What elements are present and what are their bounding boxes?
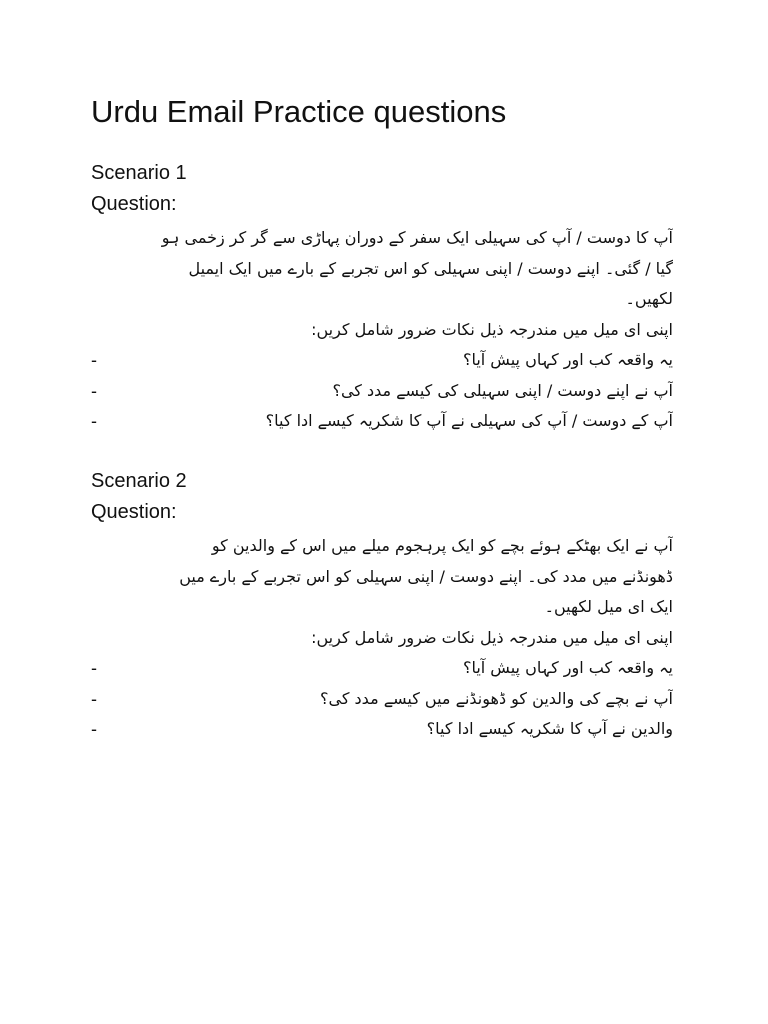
- bullet-text: والدین نے آپ کا شکریہ کیسے ادا کیا؟: [426, 719, 673, 738]
- scenario-2-bullet: [91, 653, 673, 684]
- bullet-dash: -: [91, 350, 97, 370]
- bullet-text: یہ واقعہ کب اور کہاں پیش آیا؟: [462, 658, 673, 677]
- scenario-1-prompt-line: گیا / گئی۔ اپنے دوست / اپنی سہیلی کو اس تجربے کے بارے میں ایک ایمیل: [188, 258, 673, 278]
- scenario-1-instruction: اپنی ای میل میں مندرجہ ذیل نکات ضرور شامل کریں:: [311, 319, 673, 339]
- scenario-1-bullet: [91, 406, 673, 437]
- scenario-2-prompt-line: ڈھونڈنے میں مدد کی۔ اپنے دوست / اپنی سہیلی کو اس تجربے کے بارے میں: [179, 566, 673, 586]
- bullet-text: آپ نے اپنے دوست / اپنی سہیلی کی کیسے مدد کی؟: [332, 380, 673, 400]
- scenario-2-prompt-line: آپ نے ایک بھٹکے ہوئے بچے کو ایک پرہجوم میلے میں اس کے والدین کو: [211, 536, 673, 555]
- scenario-1-question-label: Question:: [91, 193, 177, 215]
- document-title: Urdu Email Practice questions: [91, 94, 507, 129]
- scenario-1-prompt-line: آپ کا دوست / آپ کی سہیلی ایک سفر کے دوران پہاڑی سے گر کر زخمی ہو: [161, 228, 673, 247]
- bullet-dash: -: [91, 719, 97, 739]
- bullet-dash: -: [91, 380, 97, 401]
- scenario-2-section: [91, 466, 673, 745]
- bullet-dash: -: [91, 688, 97, 709]
- scenario-1-section: [91, 158, 673, 437]
- scenario-2-bullet: [91, 684, 673, 715]
- bullet-text: آپ کے دوست / آپ کی سہیلی نے آپ کا شکریہ کیسے ادا کیا؟: [265, 411, 673, 430]
- bullet-text: آپ نے بچے کی والدین کو ڈھونڈنے میں کیسے مدد کی؟: [320, 688, 673, 708]
- bullet-text: یہ واقعہ کب اور کہاں پیش آیا؟: [462, 350, 673, 369]
- bullet-dash: -: [91, 658, 97, 678]
- scenario-1-bullet: [91, 376, 673, 407]
- scenario-1-bullet: [91, 345, 673, 376]
- scenario-2-bullet: [91, 714, 673, 745]
- scenario-2-instruction: اپنی ای میل میں مندرجہ ذیل نکات ضرور شامل کریں:: [311, 627, 673, 647]
- scenario-2-prompt-line: ایک ای میل لکھیں۔: [544, 597, 673, 616]
- scenario-2-question-label: Question:: [91, 501, 177, 523]
- scenario-1-prompt-line: لکھیں۔: [625, 289, 673, 308]
- bullet-dash: -: [91, 411, 97, 431]
- scenario-1-heading: Scenario 1: [91, 162, 187, 184]
- scenario-2-heading: Scenario 2: [91, 470, 187, 492]
